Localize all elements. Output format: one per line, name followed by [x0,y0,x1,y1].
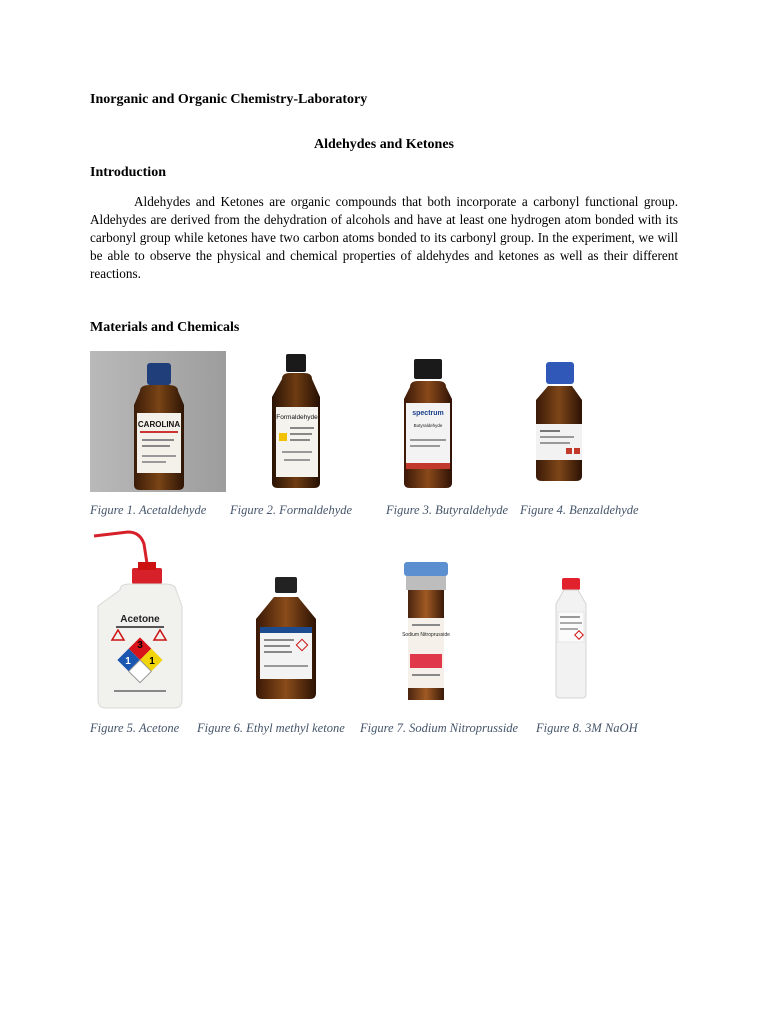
figure-7-caption: Figure 7. Sodium Nitroprusside [360,721,519,735]
figure-3-image [398,355,458,491]
acetone-label-text: Acetone [120,614,160,625]
figure-5-image [90,530,186,712]
figure-2-caption: Figure 2. Formaldehyde [230,503,353,517]
figure-1-image [90,351,226,492]
figure-5-caption: Figure 5. Acetone [90,721,180,735]
course-title: Inorganic and Organic Chemistry-Laboratory [90,92,368,107]
document-title: Aldehydes and Ketones [313,137,455,152]
introduction-paragraph: Aldehydes and Ketones are organic compounds that both incorporate a carbonyl functional group. Aldehydes are derived from the dehydration of alcohols and have at least one hydrogen atom bonded with its carbonyl group while ketones have two carbon atoms bonded to its carbonyl group. In the experiment, we will be able to observe the physical and chemical properties of aldehydes and ketones as well as their different reactions. [90,194,678,281]
figure-3-caption: Figure 3. Butyraldehyde [386,503,509,517]
figure-1-caption: Figure 1. Acetaldehyde [90,503,207,517]
figure-6-caption: Figure 6. Ethyl methyl ketone [197,721,345,735]
figure-8-caption: Figure 8. 3M NaOH [536,721,638,735]
spectrum-label-text: spectrum [412,410,444,417]
figure-2-image [262,351,332,492]
nfpa-flammability: 3 [137,640,143,651]
nitroprusside-label-text: Sodium Nitroprusside [402,632,450,638]
introduction-heading: Introduction [90,165,166,180]
figure-8-image [550,578,592,700]
butyraldehyde-label-text: Butyraldehyde [413,423,443,428]
nfpa-reactivity: 1 [149,656,155,667]
figure-4-caption: Figure 4. Benzaldehyde [520,503,639,517]
figure-6-image [250,575,322,703]
figure-7-image [398,562,458,702]
nfpa-health: 1 [125,656,131,667]
formaldehyde-label-text: Formaldehyde [276,414,318,421]
materials-heading: Materials and Chemicals [90,320,240,335]
figure-4-image [530,360,590,484]
carolina-label-text: CAROLINA [137,420,181,429]
